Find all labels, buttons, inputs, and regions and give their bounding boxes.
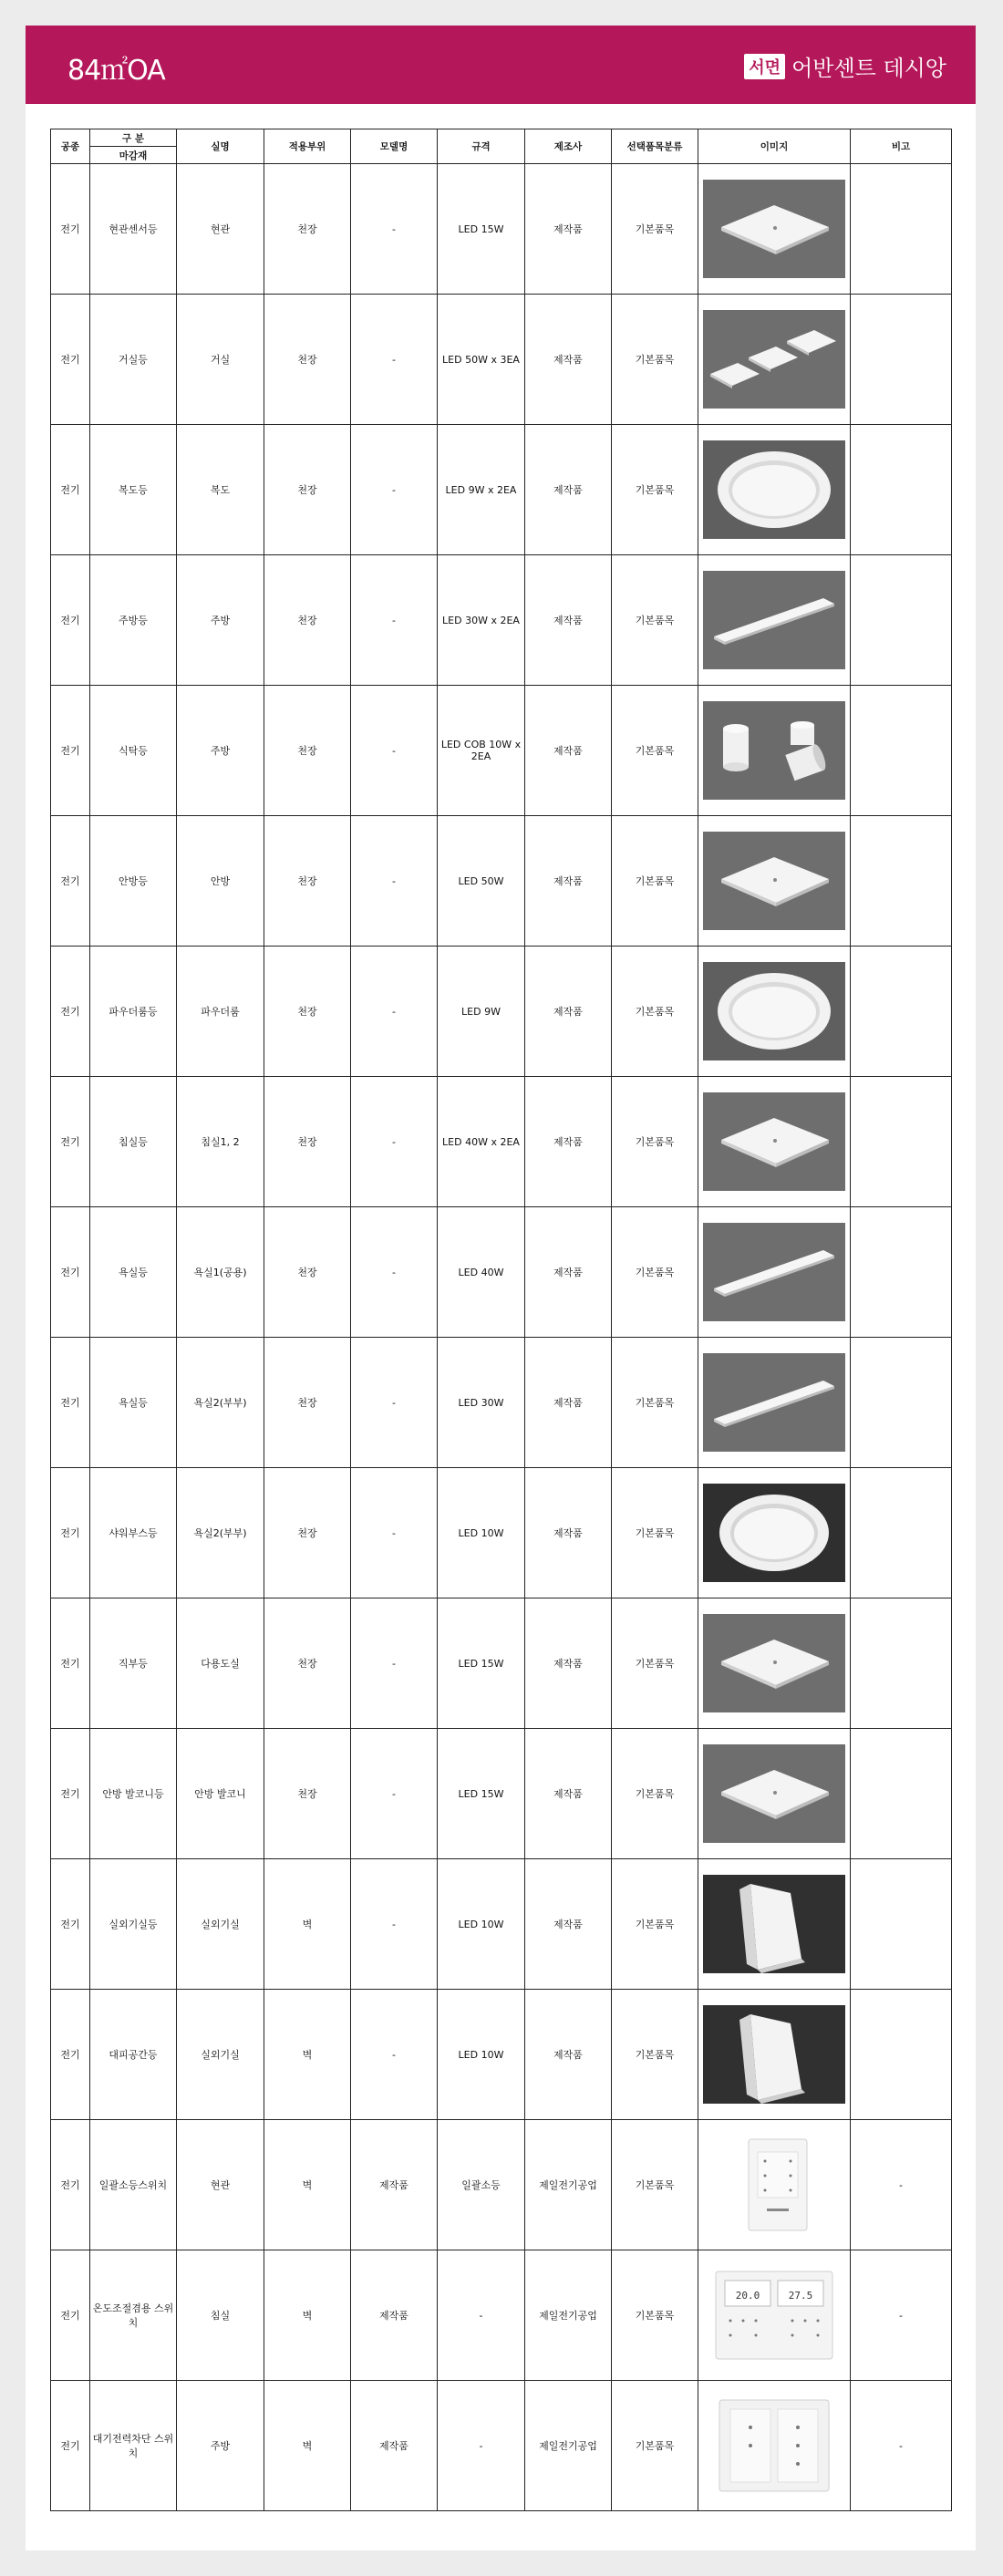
table-row: [51, 295, 952, 425]
cell-option: 기본품목: [612, 2250, 698, 2381]
brand-name: 어반센트 데시앙: [791, 56, 946, 81]
cell-trade: 전기: [51, 2381, 90, 2511]
cell-maker: 제작품: [525, 1207, 612, 1338]
col-header-group: 구 분: [90, 129, 177, 147]
cell-model: -: [351, 686, 438, 816]
table-row: [51, 2381, 952, 2511]
table-row: [51, 1598, 952, 1729]
product-image-cell: [698, 1338, 851, 1468]
cell-location: 천장: [264, 1077, 351, 1207]
table-row: [51, 2120, 952, 2250]
cell-trade: 전기: [51, 1990, 90, 2120]
cell-spec: LED 9W x 2EA: [438, 425, 525, 555]
cell-option: 기본품목: [612, 425, 698, 555]
cell-finish: 욕실등: [90, 1207, 177, 1338]
cell-spec: LED 15W: [438, 1598, 525, 1729]
cell-trade: 전기: [51, 2120, 90, 2250]
linear-panel-light-image: [703, 571, 845, 669]
col-header-maker: 제조사: [525, 129, 612, 164]
cell-model: 제작품: [351, 2381, 438, 2511]
cell-note: [851, 686, 952, 816]
cell-finish: 대기전력차단 스위치: [90, 2381, 177, 2511]
cell-note: -: [851, 2120, 952, 2250]
cell-location: 벽: [264, 2250, 351, 2381]
cell-location: 벽: [264, 2120, 351, 2250]
cell-trade: 전기: [51, 1729, 90, 1859]
col-header-spec: 규격: [438, 129, 525, 164]
product-image-cell: [698, 164, 851, 295]
cell-location: 천장: [264, 947, 351, 1077]
cell-trade: 전기: [51, 947, 90, 1077]
cell-option: 기본품목: [612, 1990, 698, 2120]
cell-spec: -: [438, 2381, 525, 2511]
cell-trade: 전기: [51, 164, 90, 295]
cell-maker: 제작품: [525, 686, 612, 816]
cell-maker: 제작품: [525, 1338, 612, 1468]
cell-finish: 현관센서등: [90, 164, 177, 295]
cell-location: 천장: [264, 1729, 351, 1859]
cell-location: 천장: [264, 555, 351, 686]
cell-finish: 안방등: [90, 816, 177, 947]
table-row: [51, 947, 952, 1077]
product-image-cell: [698, 947, 851, 1077]
round-downlight-image: [703, 440, 845, 539]
cylinder-spot-lights-image: [703, 701, 845, 800]
switch-panel-image: [703, 2136, 845, 2234]
cell-finish: 안방 발코니등: [90, 1729, 177, 1859]
cell-note: -: [851, 2381, 952, 2511]
cell-note: [851, 947, 952, 1077]
table-row: [51, 555, 952, 686]
cell-option: 기본품목: [612, 2381, 698, 2511]
cell-room: 실외기실: [177, 1859, 264, 1990]
cell-trade: 전기: [51, 1077, 90, 1207]
cell-option: 기본품목: [612, 1598, 698, 1729]
cell-spec: -: [438, 2250, 525, 2381]
cell-maker: 제일전기공업: [525, 2381, 612, 2511]
wall-bracket-light-image: [703, 1875, 845, 1973]
cell-room: 다용도실: [177, 1598, 264, 1729]
table-row: [51, 164, 952, 295]
thermostat-switch-image: [703, 2266, 845, 2364]
cell-room: 욕실2(부부): [177, 1468, 264, 1598]
cell-note: -: [851, 2250, 952, 2381]
cell-spec: LED 15W: [438, 164, 525, 295]
product-image-cell: [698, 686, 851, 816]
cell-finish: 침실등: [90, 1077, 177, 1207]
cell-maker: 제작품: [525, 1598, 612, 1729]
cell-maker: 제작품: [525, 1468, 612, 1598]
cell-maker: 제일전기공업: [525, 2250, 612, 2381]
cell-note: [851, 295, 952, 425]
cell-note: [851, 1729, 952, 1859]
cell-trade: 전기: [51, 1468, 90, 1598]
cell-room: 안방 발코니: [177, 1729, 264, 1859]
col-header-image: 이미지: [698, 129, 851, 164]
cell-spec: LED COB 10W x 2EA: [438, 686, 525, 816]
cell-spec: LED 30W x 2EA: [438, 555, 525, 686]
cell-trade: 전기: [51, 555, 90, 686]
cell-note: [851, 1077, 952, 1207]
cell-spec: LED 50W x 3EA: [438, 295, 525, 425]
cell-finish: 주방등: [90, 555, 177, 686]
cell-trade: 전기: [51, 1859, 90, 1990]
cell-room: 침실1, 2: [177, 1077, 264, 1207]
table-row: [51, 1468, 952, 1598]
cell-model: -: [351, 555, 438, 686]
cell-finish: 샤워부스등: [90, 1468, 177, 1598]
table-row: [51, 816, 952, 947]
spec-sheet-page: [26, 26, 976, 2550]
cell-finish: 대피공간등: [90, 1990, 177, 2120]
cell-location: 천장: [264, 1338, 351, 1468]
table-row: [51, 1859, 952, 1990]
col-header-note: 비고: [851, 129, 952, 164]
cell-option: 기본품목: [612, 1468, 698, 1598]
cell-model: -: [351, 1077, 438, 1207]
cell-option: 기본품목: [612, 295, 698, 425]
cell-spec: LED 9W: [438, 947, 525, 1077]
cell-trade: 전기: [51, 1598, 90, 1729]
col-header-room: 실명: [177, 129, 264, 164]
cell-model: -: [351, 947, 438, 1077]
cell-model: -: [351, 1598, 438, 1729]
product-image-cell: [698, 295, 851, 425]
cell-room: 욕실1(공용): [177, 1207, 264, 1338]
cell-location: 천장: [264, 1468, 351, 1598]
square-panel-light-image: [703, 180, 845, 278]
cell-note: [851, 816, 952, 947]
cell-note: [851, 1859, 952, 1990]
cell-note: [851, 1207, 952, 1338]
table-row: [51, 1207, 952, 1338]
cell-room: 현관: [177, 2120, 264, 2250]
product-image-cell: [698, 816, 851, 947]
cell-model: -: [351, 425, 438, 555]
product-image-cell: [698, 2250, 851, 2381]
product-image-cell: [698, 1077, 851, 1207]
cell-maker: 제작품: [525, 1859, 612, 1990]
cell-model: -: [351, 1990, 438, 2120]
product-image-cell: [698, 2381, 851, 2511]
table-body: [51, 164, 952, 2511]
page-title: 84㎡OA: [67, 55, 165, 87]
cell-location: 천장: [264, 295, 351, 425]
cell-option: 기본품목: [612, 947, 698, 1077]
region-badge: 서면: [744, 54, 785, 79]
cell-location: 천장: [264, 1598, 351, 1729]
cell-room: 현관: [177, 164, 264, 295]
cell-location: 벽: [264, 1859, 351, 1990]
cell-maker: 제작품: [525, 1077, 612, 1207]
table-row: [51, 686, 952, 816]
linear-panel-light-image: [703, 1353, 845, 1452]
cell-note: [851, 1468, 952, 1598]
cell-trade: 전기: [51, 816, 90, 947]
svg-text:27.5: 27.5: [788, 2290, 813, 2302]
cell-option: 기본품목: [612, 686, 698, 816]
cell-model: -: [351, 1338, 438, 1468]
table-header: [51, 129, 952, 164]
cell-room: 실외기실: [177, 1990, 264, 2120]
cell-room: 주방: [177, 2381, 264, 2511]
linear-panel-light-image: [703, 1223, 845, 1321]
cell-spec: LED 50W: [438, 816, 525, 947]
product-image-cell: [698, 425, 851, 555]
square-panel-light-image: [703, 1092, 845, 1191]
cell-location: 천장: [264, 816, 351, 947]
cell-spec: LED 10W: [438, 1990, 525, 2120]
square-panel-light-image: [703, 1614, 845, 1712]
table-row: [51, 425, 952, 555]
cell-finish: 식탁등: [90, 686, 177, 816]
standby-power-switch-image: [703, 2396, 845, 2495]
cell-finish: 실외기실등: [90, 1859, 177, 1990]
cell-maker: 제일전기공업: [525, 2120, 612, 2250]
cell-trade: 전기: [51, 1207, 90, 1338]
svg-text:20.0: 20.0: [735, 2290, 760, 2302]
cell-note: [851, 1338, 952, 1468]
cell-room: 파우더룸: [177, 947, 264, 1077]
cell-finish: 복도등: [90, 425, 177, 555]
cell-room: 주방: [177, 555, 264, 686]
round-downlight-dark-image: [703, 1484, 845, 1582]
triple-panel-light-image: [703, 310, 845, 409]
cell-option: 기본품목: [612, 2120, 698, 2250]
cell-finish: 온도조절겸용 스위치: [90, 2250, 177, 2381]
cell-model: 제작품: [351, 2120, 438, 2250]
page-header: [26, 26, 976, 104]
col-header-location: 적용부위: [264, 129, 351, 164]
col-header-trade: 공종: [51, 129, 90, 164]
cell-maker: 제작품: [525, 425, 612, 555]
table-row: [51, 1338, 952, 1468]
cell-location: 벽: [264, 2381, 351, 2511]
cell-note: [851, 1990, 952, 2120]
cell-location: 천장: [264, 164, 351, 295]
cell-model: -: [351, 164, 438, 295]
cell-finish: 일괄소등스위치: [90, 2120, 177, 2250]
cell-model: -: [351, 1207, 438, 1338]
table-row: [51, 2250, 952, 2381]
cell-model: -: [351, 1468, 438, 1598]
table-row: [51, 1990, 952, 2120]
col-header-option: 선택품목분류: [612, 129, 698, 164]
cell-location: 천장: [264, 1207, 351, 1338]
cell-trade: 전기: [51, 425, 90, 555]
cell-option: 기본품목: [612, 555, 698, 686]
cell-trade: 전기: [51, 686, 90, 816]
cell-maker: 제작품: [525, 947, 612, 1077]
cell-maker: 제작품: [525, 164, 612, 295]
table-row: [51, 1729, 952, 1859]
cell-room: 안방: [177, 816, 264, 947]
cell-location: 벽: [264, 1990, 351, 2120]
cell-room: 거실: [177, 295, 264, 425]
wall-bracket-light-image: [703, 2005, 845, 2104]
col-header-finish: 마감재: [90, 147, 177, 164]
cell-note: [851, 425, 952, 555]
cell-finish: 욕실등: [90, 1338, 177, 1468]
cell-spec: LED 10W: [438, 1468, 525, 1598]
square-panel-light-image: [703, 832, 845, 930]
cell-spec: LED 30W: [438, 1338, 525, 1468]
cell-spec: LED 10W: [438, 1859, 525, 1990]
cell-location: 천장: [264, 425, 351, 555]
product-image-cell: [698, 1207, 851, 1338]
cell-maker: 제작품: [525, 295, 612, 425]
cell-trade: 전기: [51, 1338, 90, 1468]
cell-note: [851, 1598, 952, 1729]
cell-room: 주방: [177, 686, 264, 816]
cell-option: 기본품목: [612, 1338, 698, 1468]
cell-model: -: [351, 1729, 438, 1859]
cell-maker: 제작품: [525, 816, 612, 947]
cell-note: [851, 555, 952, 686]
cell-finish: 파우더룸등: [90, 947, 177, 1077]
cell-finish: 직부등: [90, 1598, 177, 1729]
brand-label: [744, 50, 946, 82]
cell-option: 기본품목: [612, 816, 698, 947]
cell-spec: LED 15W: [438, 1729, 525, 1859]
cell-spec: LED 40W x 2EA: [438, 1077, 525, 1207]
cell-spec: LED 40W: [438, 1207, 525, 1338]
product-image-cell: [698, 2120, 851, 2250]
cell-option: 기본품목: [612, 1729, 698, 1859]
product-image-cell: [698, 1729, 851, 1859]
cell-note: [851, 164, 952, 295]
product-image-cell: [698, 1598, 851, 1729]
product-image-cell: [698, 555, 851, 686]
col-header-model: 모델명: [351, 129, 438, 164]
cell-option: 기본품목: [612, 1859, 698, 1990]
round-downlight-image: [703, 962, 845, 1060]
cell-finish: 거실등: [90, 295, 177, 425]
cell-model: 제작품: [351, 2250, 438, 2381]
cell-maker: 제작품: [525, 1729, 612, 1859]
cell-trade: 전기: [51, 2250, 90, 2381]
cell-option: 기본품목: [612, 1207, 698, 1338]
cell-option: 기본품목: [612, 1077, 698, 1207]
cell-maker: 제작품: [525, 1990, 612, 2120]
cell-spec: 일괄소등: [438, 2120, 525, 2250]
cell-trade: 전기: [51, 295, 90, 425]
product-image-cell: [698, 1990, 851, 2120]
finish-spec-table: [50, 129, 952, 2511]
cell-location: 천장: [264, 686, 351, 816]
cell-room: 침실: [177, 2250, 264, 2381]
product-image-cell: [698, 1859, 851, 1990]
cell-model: -: [351, 295, 438, 425]
cell-model: -: [351, 816, 438, 947]
square-panel-light-image: [703, 1744, 845, 1843]
cell-room: 욕실2(부부): [177, 1338, 264, 1468]
product-image-cell: [698, 1468, 851, 1598]
table-row: [51, 1077, 952, 1207]
cell-model: -: [351, 1859, 438, 1990]
cell-option: 기본품목: [612, 164, 698, 295]
cell-room: 복도: [177, 425, 264, 555]
cell-maker: 제작품: [525, 555, 612, 686]
